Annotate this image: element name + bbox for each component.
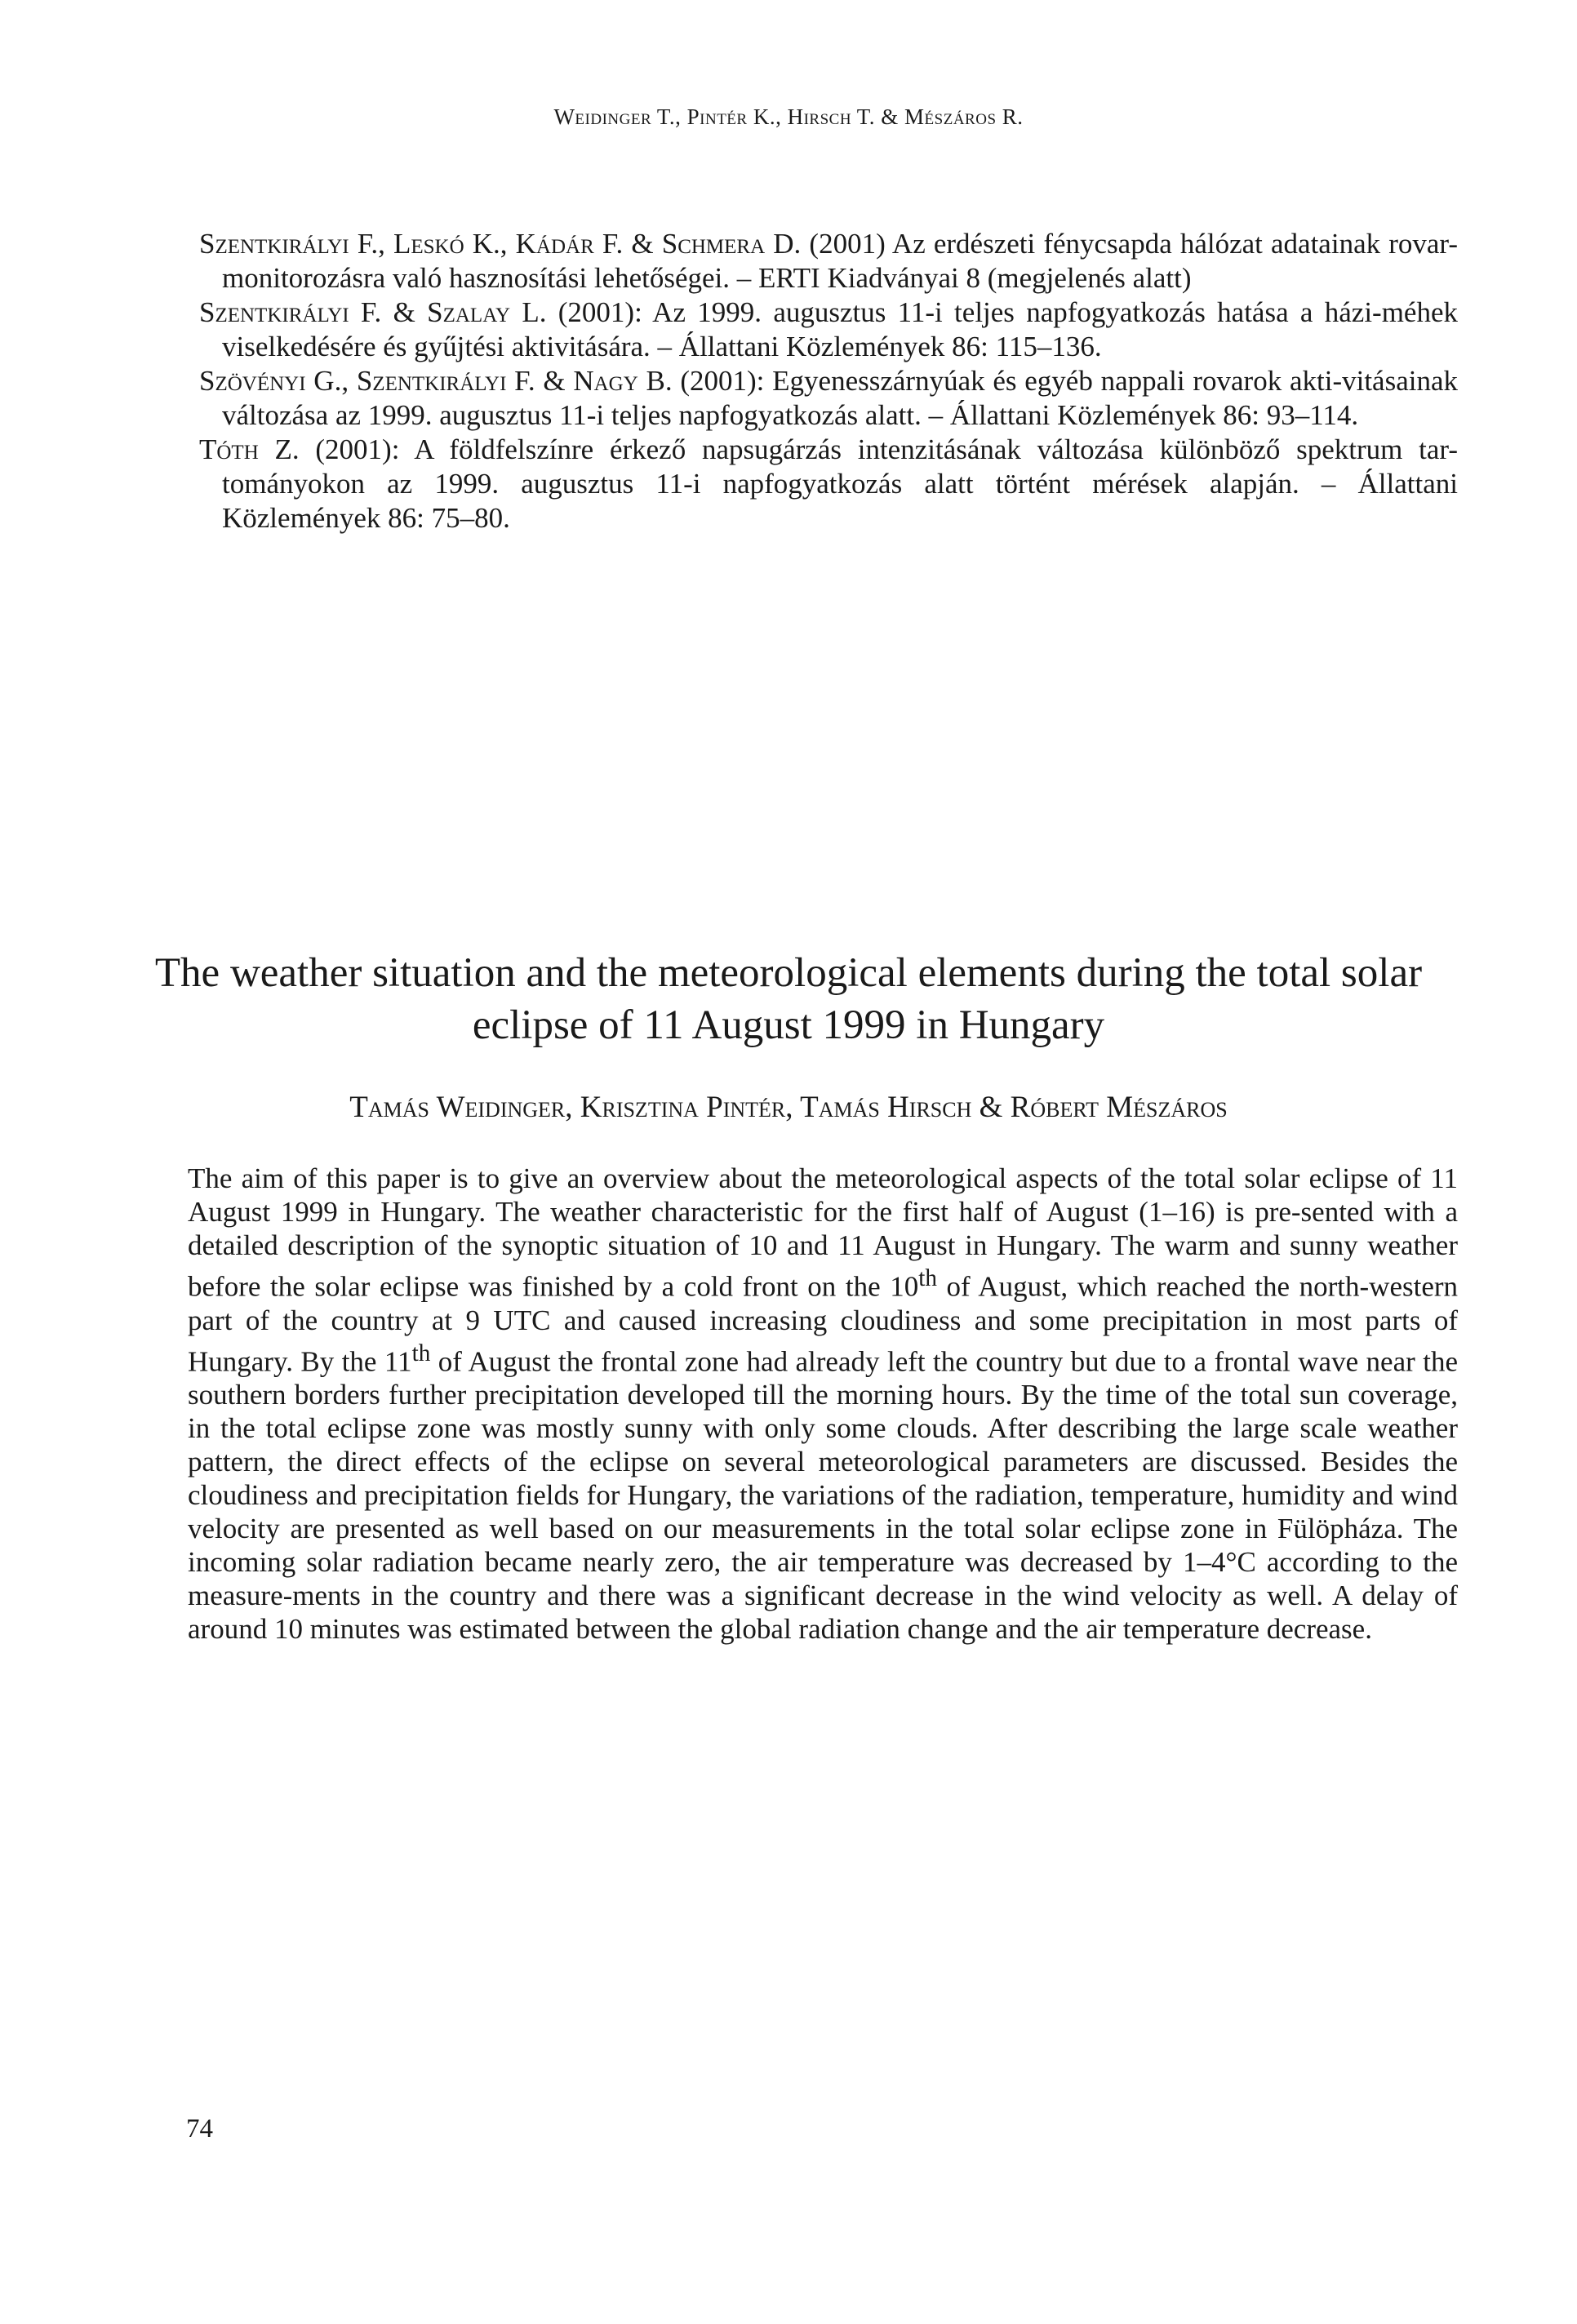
reference-item bbox=[199, 433, 1458, 535]
reference-authors: Szentkirályi F., Leskó K., Kádár F. & Schmera D. bbox=[199, 228, 802, 260]
running-head: Weidinger T., Pintér K., Hirsch T. & Mészáros R. bbox=[553, 104, 1024, 129]
reference-item bbox=[199, 227, 1458, 295]
article-title: The weather situation and the meteorological elements during the total solar eclipse of 11 August 1999 in Hungary bbox=[154, 950, 1423, 1048]
reference-item bbox=[199, 364, 1458, 433]
ordinal-suffix: th bbox=[411, 1340, 431, 1366]
reference-list bbox=[199, 227, 1458, 535]
abstract-text: of August the frontal zone had already left the country but due to a frontal wave near the southern borders further precipitation developed till the morning hours. By the time of the total sun coverage, in the total eclipse zone was mostly sunny with only some clouds. After describing the large scale weather pattern, the direct effects of the eclipse on several meteorological parameters are discussed. Besides the cloudiness and precipitation fields for Hungary, the variations of the radiation, temperature, humidity and wind velocity are presented as well based on our measurements in the total solar eclipse zone in Fülöpháza. The incoming solar radiation became nearly zero, the air temperature was decreased by 1–4°C according to the measure-ments in the country and there was a significant decrease in the wind velocity as well. A delay of around 10 minutes was estimated between the global radiation change and the air temperature decrease. bbox=[188, 1345, 1458, 1646]
reference-details: (2001): A földfelszínre érkező napsugárzás intenzitásának változása különböző spektrum tar-tományokon az 1999. augusztus 11-i napfogyatkozás alatt történt mérések alapján. – Állattani Közlemények 86: 75–80. bbox=[222, 433, 1459, 534]
reference-details: (2001) Az erdészeti fénycsapda hálózat adatainak rovar-monitorozásra való hasznosítási lehetőségei. – ERTI Kiadványai 8 (megjelenés alatt) bbox=[222, 228, 1459, 294]
reference-authors: Szövényi G., Szentkirályi F. & Nagy B. bbox=[199, 365, 673, 397]
abstract bbox=[188, 1162, 1458, 1646]
reference-authors: Tóth Z. bbox=[199, 433, 300, 465]
ordinal-suffix: th bbox=[918, 1265, 937, 1291]
page-number: 74 bbox=[186, 2114, 213, 2144]
reference-details: (2001): Egyenesszárnyúak és egyéb nappali rovarok akti-vitásainak változása az 1999. augusztus 11-i teljes napfogyatkozás alatt. – Állattani Közlemények 86: 93–114. bbox=[222, 365, 1458, 431]
reference-authors: Szentkirályi F. & Szalay L. bbox=[199, 296, 547, 328]
abstract-text: of August, which reached the north-western part of the country at 9 UTC and caused increasing cloudiness and some precipitation in most parts of Hungary. By the 11 bbox=[188, 1270, 1459, 1378]
reference-item bbox=[199, 295, 1458, 364]
abstract-text: The aim of this paper is to give an overview about the meteorological aspects of the total solar eclipse of 11 August 1999 in Hungary. The weather characteristic for the first half of August (1–16) is pre-sented with a detailed description of the synoptic situation of 10 and 11 August in Hungary. The warm and sunny weather before the solar eclipse was finished by a cold front on the 10 bbox=[188, 1162, 1458, 1303]
article-authors: Tamás Weidinger, Krisztina Pintér, Tamás Hirsch & Róbert Mészáros bbox=[349, 1091, 1228, 1124]
reference-details: (2001): Az 1999. augusztus 11-i teljes napfogyatkozás hatása a házi-méhek viselkedésére és gyűjtési aktivitására. – Állattani Közlemények 86: 115–136. bbox=[222, 296, 1458, 362]
